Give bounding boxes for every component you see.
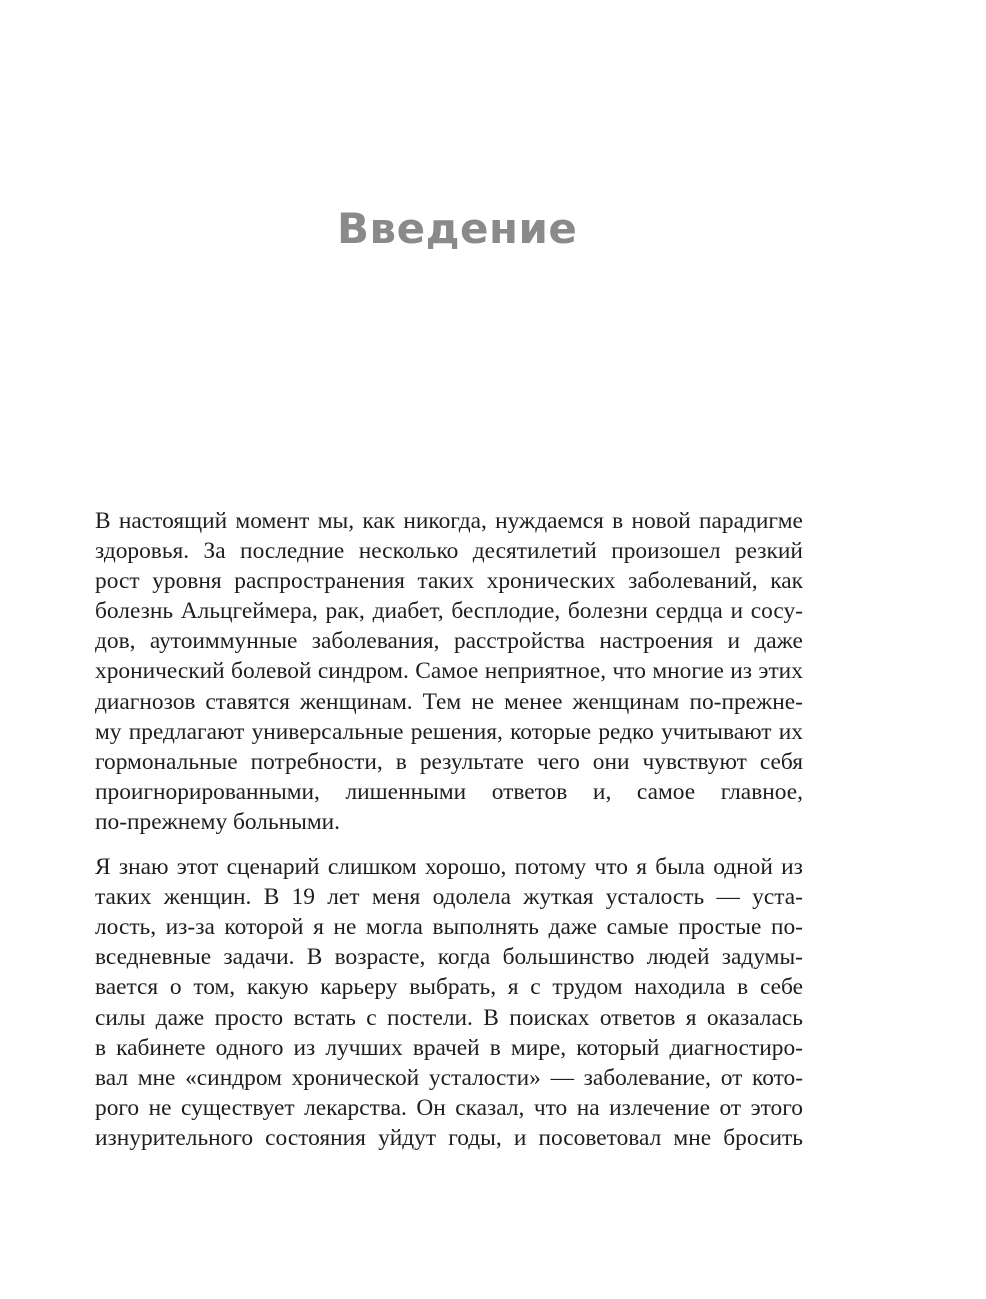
paragraph-1 (95, 506, 803, 837)
text-line: рого не существует лекарства. Он сказал, что на излечение от этого (95, 1094, 803, 1121)
text-line: болезнь Альцгеймера, рак, диабет, бесплодие, болезни сердца и сосу- (95, 598, 803, 625)
text-line: вал мне «синдром хронической усталости» — заболевание, от кото- (95, 1064, 803, 1091)
text-line: лость, из-за которой я не могла выполнять даже самые простые по- (95, 914, 803, 941)
text-line: здоровья. За последние несколько десятилетий произошел резкий (95, 538, 803, 565)
text-line: му предлагают универсальные решения, которые редко учитывают их (95, 718, 803, 745)
text-line: вается о том, какую карьеру выбрать, я с трудом находила в себе (95, 974, 803, 1001)
text-line: диагнозов ставятся женщинам. Тем не менее женщинам по-прежне- (95, 688, 803, 715)
text-line: рост уровня распространения таких хронических заболеваний, как (95, 568, 803, 595)
text-line: силы даже просто встать с постели. В поисках ответов я оказалась (95, 1004, 803, 1031)
text-line: проигнорированными, лишенными ответов и, самое главное, (95, 778, 803, 805)
text-line: по-прежнему больными. (95, 808, 341, 835)
text-line: В настоящий момент мы, как никогда, нуждаемся в новой парадигме (95, 508, 803, 534)
text-line: изнурительного состояния уйдут годы, и посоветовал мне бросить (95, 1124, 803, 1151)
text-line: Я знаю этот сценарий слишком хорошо, потому что я была одной из (95, 854, 803, 881)
text-line: хронический болевой синдром. Самое неприятное, что многие из этих (95, 658, 803, 685)
text-line: дов, аутоиммунные заболевания, расстройства настроения и даже (95, 628, 803, 655)
text-line: в кабинете одного из лучших врачей в мире, который диагностиро- (95, 1034, 803, 1061)
text-line: гормональные потребности, в результате чего они чувствуют себя (95, 748, 803, 775)
text-line: таких женщин. В 19 лет меня одолела жуткая усталость — уста- (95, 884, 803, 911)
paragraph-2 (95, 852, 803, 1153)
text-line: вседневные задачи. В возрасте, когда большинство людей задумы- (95, 944, 803, 971)
body-text (95, 506, 803, 1153)
chapter-title: Введение (337, 204, 578, 253)
